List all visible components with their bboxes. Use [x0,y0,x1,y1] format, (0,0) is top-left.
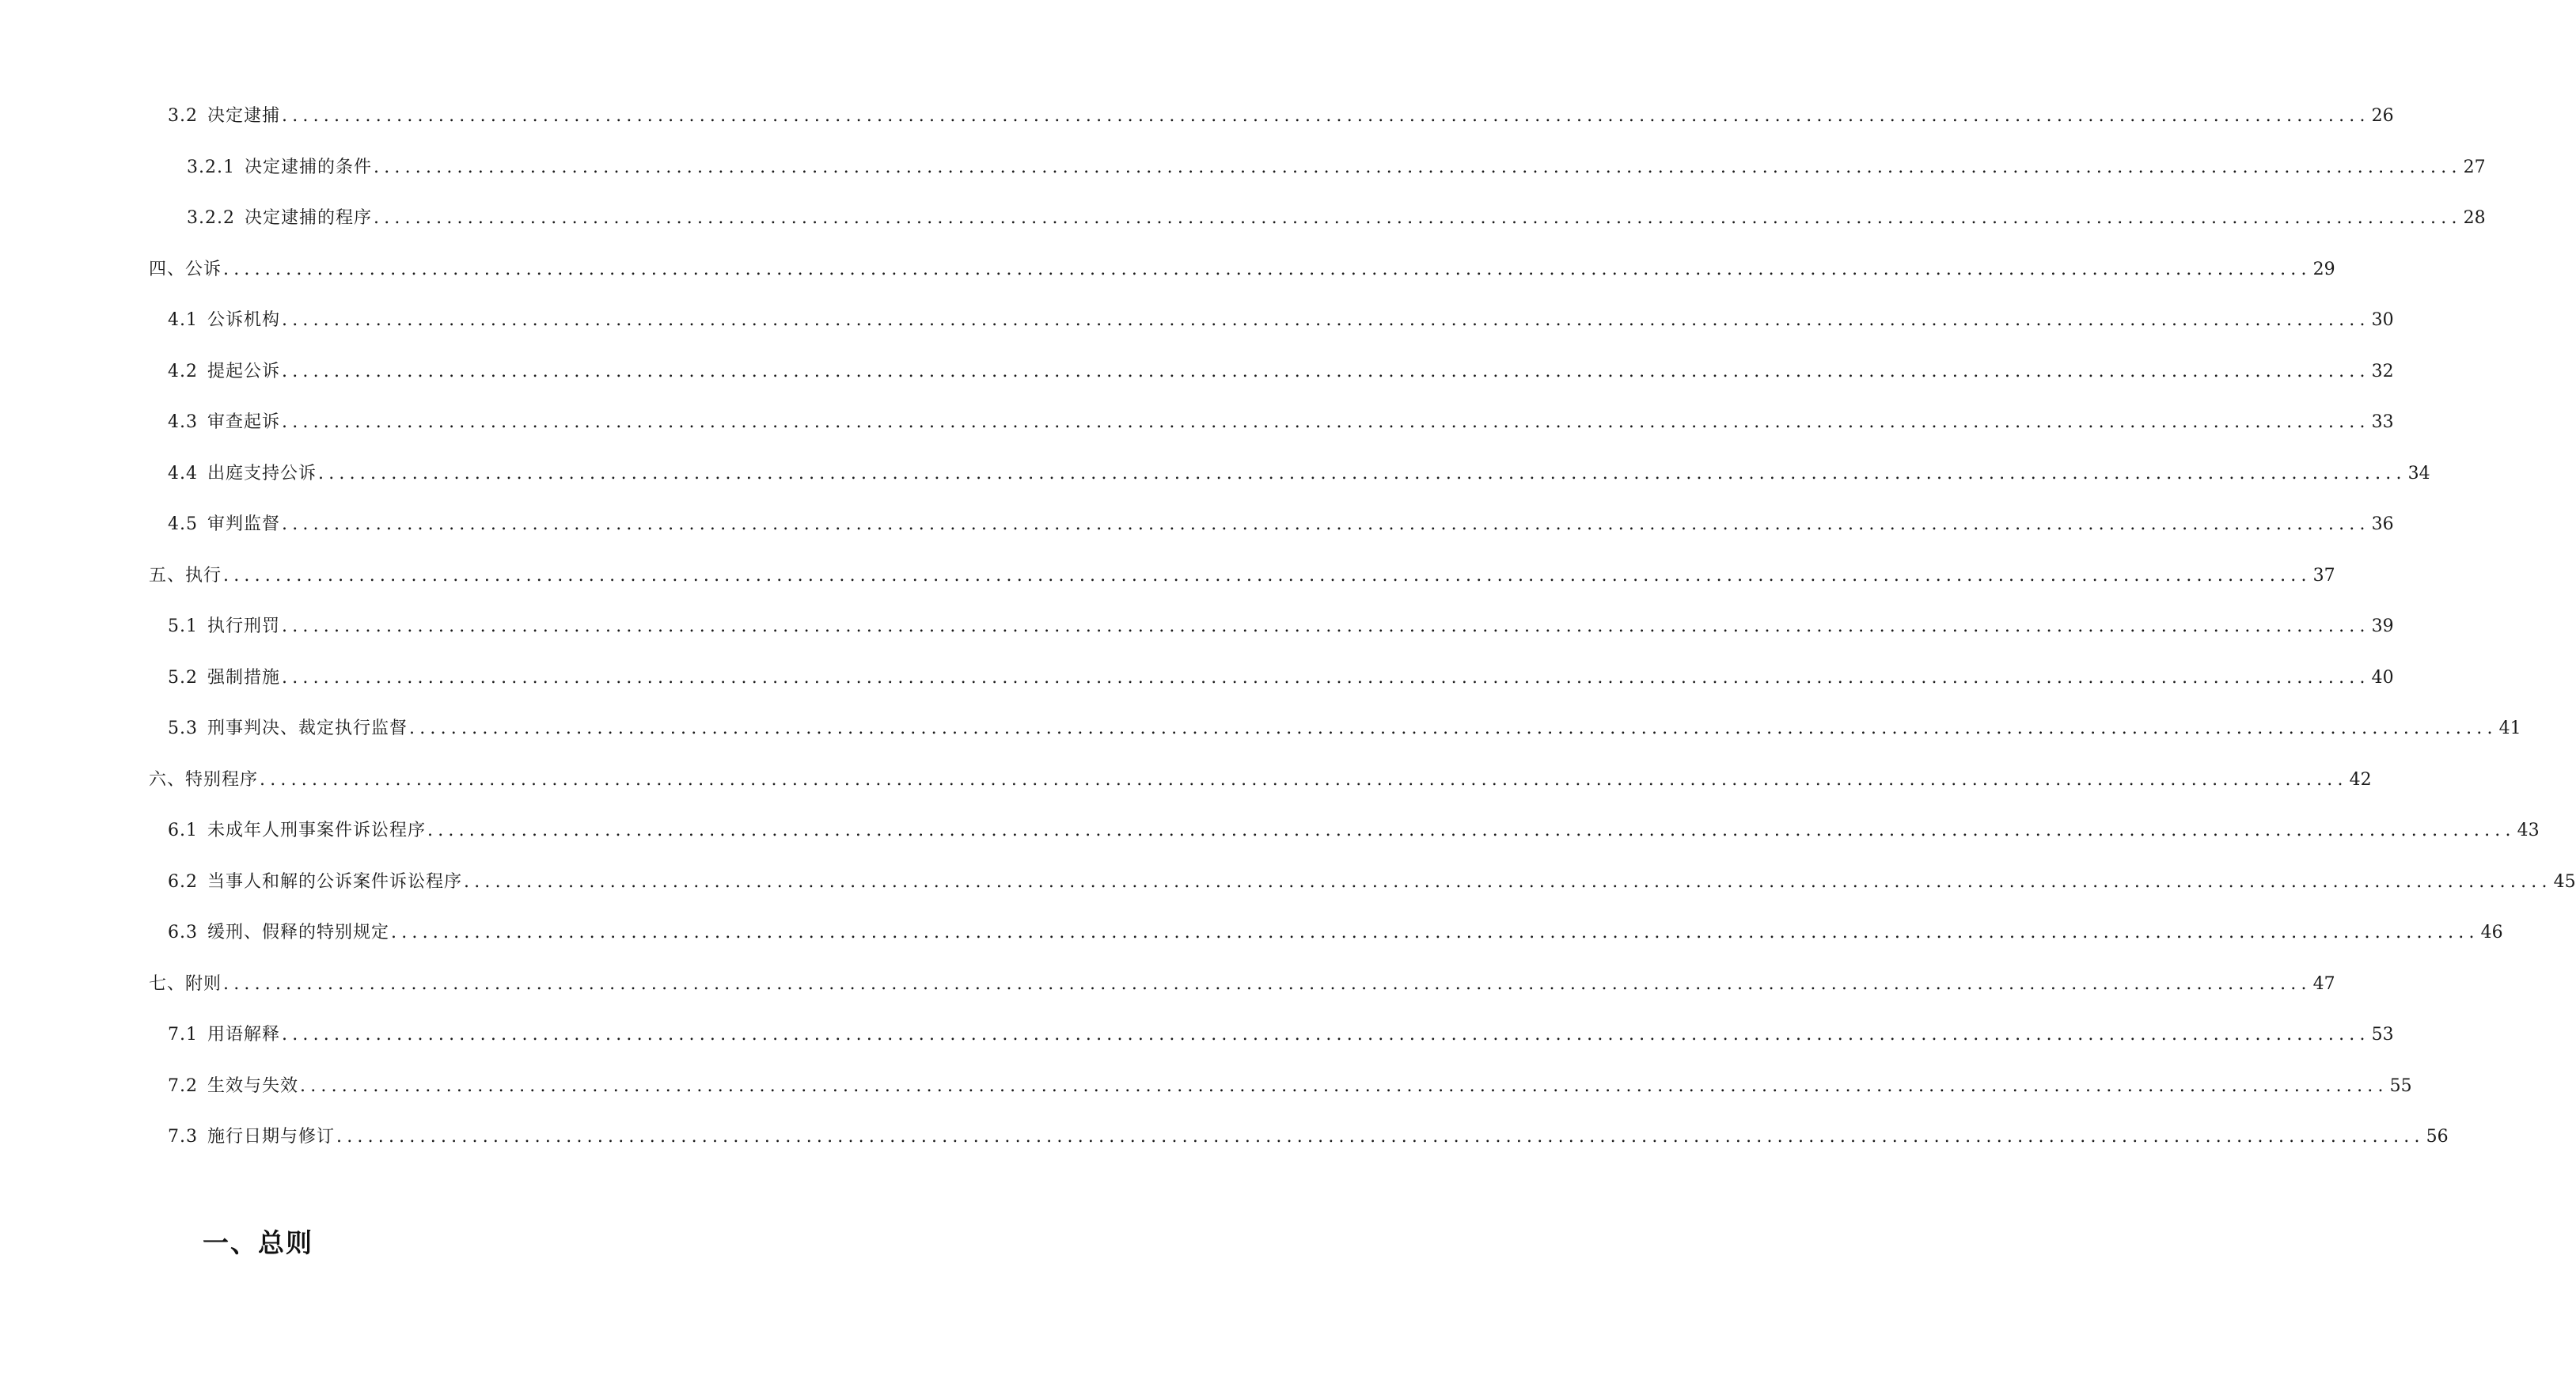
toc-entry[interactable] [168,611,2394,643]
toc-entry-title: 决定逮捕 [207,106,281,126]
toc-entry-page: 26 [2371,106,2394,126]
toc-entry-title: 施行日期与修订 [207,1127,336,1147]
toc-entry-page: 42 [2349,769,2372,790]
toc-entry-number: 6.2 [168,871,198,892]
toc-dot-leader: ........................................................................................................................................................................................................ [282,412,2370,432]
toc-entry-number: 5.1 [168,616,198,636]
toc-entry[interactable] [168,662,2394,694]
toc-dot-leader: ........................................................................................................................................................................................................ [374,157,2462,177]
toc-entry-title: 未成年人刑事案件诉讼程序 [207,821,427,840]
toc-entry-title: 执行刑罚 [207,616,281,636]
toc-entry[interactable] [168,1071,2412,1102]
toc-entry-title: 缓刑、假释的特别规定 [207,923,390,942]
toc-entry[interactable] [168,407,2394,438]
toc-dot-leader: ........................................................................................................................................................................................................ [318,463,2407,484]
toc-entry-title: 五、执行 [149,565,222,586]
toc-entry[interactable] [168,815,2540,847]
toc-entry[interactable] [168,867,2576,898]
toc-dot-leader: ........................................................................................................................................................................................................ [336,1127,2425,1147]
toc-entry-page: 43 [2517,821,2540,840]
toc-dot-leader: ........................................................................................................................................................................................................ [391,923,2479,942]
toc-entry[interactable] [187,203,2486,234]
toc-entry-number: 6.1 [168,821,198,840]
toc-entry-page: 46 [2480,923,2503,942]
toc-dot-leader: ........................................................................................................................................................................................................ [409,719,2498,738]
toc-dot-leader: ........................................................................................................................................................................................................ [223,565,2312,586]
toc-entry-title: 四、公诉 [149,259,222,279]
toc-entry[interactable] [168,305,2394,336]
toc-entry-title: 审查起诉 [207,412,281,432]
toc-entry-page: 27 [2463,157,2486,177]
toc-entry-number: 5.3 [168,719,198,738]
toc-dot-leader: ........................................................................................................................................................................................................ [464,871,2552,892]
toc-entry-number: 4.4 [168,463,198,484]
section-heading: 一、总则 [203,1227,313,1258]
toc-entry-number: 4.3 [168,412,198,432]
toc-dot-leader: ........................................................................................................................................................................................................ [282,310,2370,330]
toc-entry-page: 45 [2553,871,2576,892]
toc-entry-title: 七、附则 [149,973,222,994]
toc-dot-leader: ........................................................................................................................................................................................................ [260,769,2348,790]
toc-entry-title: 刑事判决、裁定执行监督 [207,719,408,738]
toc-entry-page: 30 [2371,310,2394,330]
toc-entry-number: 7.1 [168,1025,198,1045]
toc-entry-number: 3.2 [168,106,198,126]
toc-entry-number: 4.1 [168,310,198,330]
toc-entry-title: 用语解释 [207,1025,281,1045]
toc-entry-page: 33 [2371,412,2394,432]
toc-entry[interactable] [187,152,2486,184]
toc-entry-number: 4.5 [168,514,198,534]
toc-entry-page: 56 [2426,1127,2449,1147]
toc-entry[interactable] [149,254,2335,286]
toc-entry-page: 41 [2498,719,2521,738]
toc-entry-page: 53 [2371,1025,2394,1045]
toc-entry-title: 生效与失效 [207,1075,299,1096]
toc-entry-number: 5.2 [168,667,198,688]
toc-entry-page: 29 [2312,259,2335,279]
toc-entry-number: 7.2 [168,1075,198,1096]
toc-entry-title: 审判监督 [207,514,281,534]
toc-entry-page: 36 [2371,514,2394,534]
toc-entry[interactable] [168,1121,2449,1153]
toc-dot-leader: ........................................................................................................................................................................................................ [427,821,2516,840]
toc-entry-page: 32 [2371,361,2394,381]
toc-entry-title: 强制措施 [207,667,281,688]
toc-entry-title: 决定逮捕的程序 [244,208,372,228]
toc-entry[interactable] [149,764,2372,796]
toc-entry[interactable] [149,969,2335,1000]
toc-entry[interactable] [168,356,2394,388]
toc-entry-title: 提起公诉 [207,361,281,381]
toc-entry-title: 六、特别程序 [149,769,259,790]
toc-entry[interactable] [168,1019,2394,1051]
toc-entry-title: 当事人和解的公诉案件诉讼程序 [207,871,463,892]
toc-entry[interactable] [168,917,2503,949]
toc-dot-leader: ........................................................................................................................................................................................................ [282,106,2370,126]
toc-entry-page: 34 [2407,463,2430,484]
toc-entry[interactable] [149,560,2335,592]
toc-entry-number: 3.2.1 [187,157,235,177]
toc-dot-leader: ........................................................................................................................................................................................................ [223,973,2312,994]
toc-entry-title: 决定逮捕的条件 [244,157,372,177]
toc-dot-leader: ........................................................................................................................................................................................................ [374,208,2462,228]
toc-dot-leader: ........................................................................................................................................................................................................ [282,514,2370,534]
toc-dot-leader: ........................................................................................................................................................................................................ [223,259,2312,279]
toc-entry-number: 4.2 [168,361,198,381]
toc-entry-title: 公诉机构 [207,310,281,330]
toc-entry-page: 55 [2389,1075,2412,1096]
toc-entry-number: 3.2.2 [187,208,235,228]
toc-entry-page: 47 [2312,973,2335,994]
toc-entry[interactable] [168,509,2394,540]
toc-entry[interactable] [168,713,2521,745]
toc-entry-page: 37 [2312,565,2335,586]
toc-dot-leader: ........................................................................................................................................................................................................ [282,616,2370,636]
toc-entry-page: 28 [2463,208,2486,228]
toc-entry-page: 39 [2371,616,2394,636]
toc-dot-leader: ........................................................................................................................................................................................................ [282,361,2370,381]
toc-entry-page: 40 [2371,667,2394,688]
toc-entry[interactable] [168,100,2394,132]
toc-dot-leader: ........................................................................................................................................................................................................ [282,1025,2370,1045]
toc-entry-title: 出庭支持公诉 [207,463,317,484]
toc-dot-leader: ........................................................................................................................................................................................................ [282,667,2370,688]
toc-entry-number: 7.3 [168,1127,198,1147]
toc-entry-number: 6.3 [168,923,198,942]
toc-dot-leader: ........................................................................................................................................................................................................ [300,1075,2388,1096]
toc-entry[interactable] [168,458,2430,490]
